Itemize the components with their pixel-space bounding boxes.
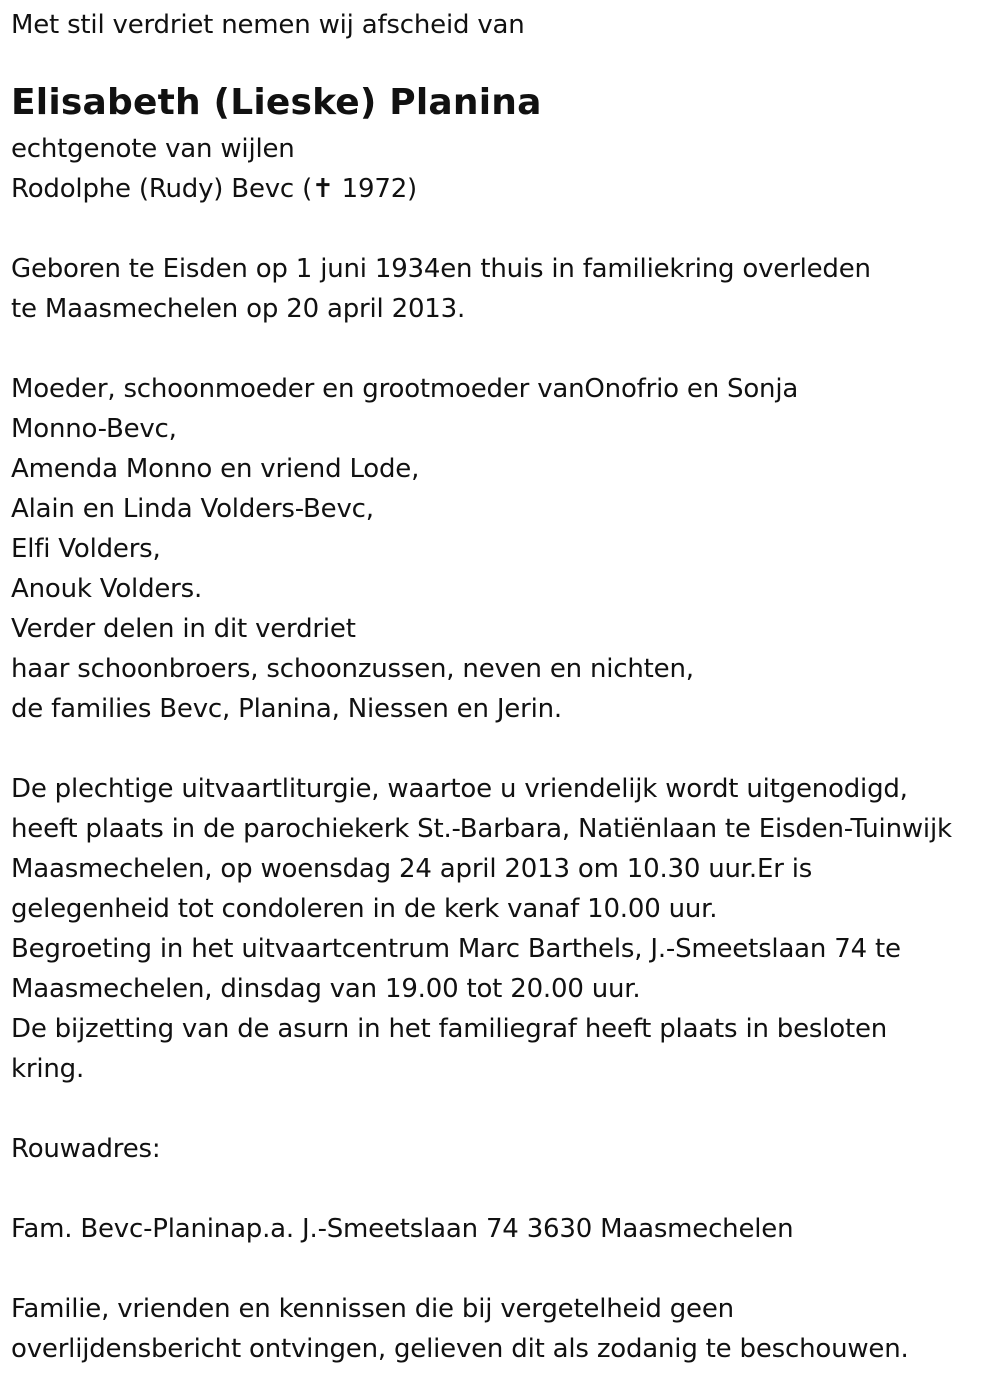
spacer <box>11 329 996 369</box>
spouse-line-1: echtgenote van wijlen <box>11 134 295 164</box>
spouse-line-2: Rodolphe (Rudy) Bevc (✝ 1972) <box>11 174 417 204</box>
funeral-line: Maasmechelen, dinsdag van 19.00 tot 20.00 uur. <box>11 974 641 1004</box>
mourning-address: Fam. Bevc-Planinap.a. J.-Smeetslaan 74 3630 Maasmechelen <box>11 1214 794 1244</box>
closing-line: Familie, vrienden en kennissen die bij vergetelheid geen <box>11 1294 734 1324</box>
family-line: Verder delen in dit verdriet <box>11 614 356 644</box>
deceased-name: Elisabeth (Lieske) Planina <box>11 82 542 123</box>
family-line: Moeder, schoonmoeder en grootmoeder vanOnofrio en Sonja <box>11 374 799 404</box>
family-line: de families Bevc, Planina, Niessen en Jerin. <box>11 694 562 724</box>
family-line: Elfi Volders, <box>11 534 161 564</box>
funeral-line: gelegenheid tot condoleren in de kerk vanaf 10.00 uur. <box>11 894 718 924</box>
birth-death-line-1: Geboren te Eisden op 1 juni 1934en thuis in familiekring overleden <box>11 254 871 284</box>
closing-line: overlijdensbericht ontvingen, gelieven dit als zodanig te beschouwen. <box>11 1334 909 1364</box>
family-line: Amenda Monno en vriend Lode, <box>11 454 420 484</box>
family-line: Alain en Linda Volders-Bevc, <box>11 494 374 524</box>
family-line: haar schoonbroers, schoonzussen, neven en nichten, <box>11 654 694 684</box>
spacer <box>11 1089 996 1129</box>
obituary-notice <box>11 5 996 1369</box>
spacer <box>11 209 996 249</box>
intro-line: Met stil verdriet nemen wij afscheid van <box>11 10 525 40</box>
family-line: Monno-Bevc, <box>11 414 177 444</box>
birth-death-line-2: te Maasmechelen op 20 april 2013. <box>11 294 466 324</box>
spacer <box>11 1249 996 1289</box>
family-line: Anouk Volders. <box>11 574 203 604</box>
funeral-line: Maasmechelen, op woensdag 24 april 2013 om 10.30 uur.Er is <box>11 854 813 884</box>
funeral-line: De plechtige uitvaartliturgie, waartoe u vriendelijk wordt uitgenodigd, <box>11 774 908 804</box>
spacer <box>11 729 996 769</box>
address-label: Rouwadres: <box>11 1134 161 1164</box>
funeral-line: heeft plaats in de parochiekerk St.-Barbara, Natiënlaan te Eisden-Tuinwijk <box>11 814 952 844</box>
funeral-line: De bijzetting van de asurn in het familiegraf heeft plaats in besloten <box>11 1014 888 1044</box>
funeral-line: Begroeting in het uitvaartcentrum Marc Barthels, J.-Smeetslaan 74 te <box>11 934 901 964</box>
spacer <box>11 1169 996 1209</box>
funeral-line: kring. <box>11 1054 85 1084</box>
